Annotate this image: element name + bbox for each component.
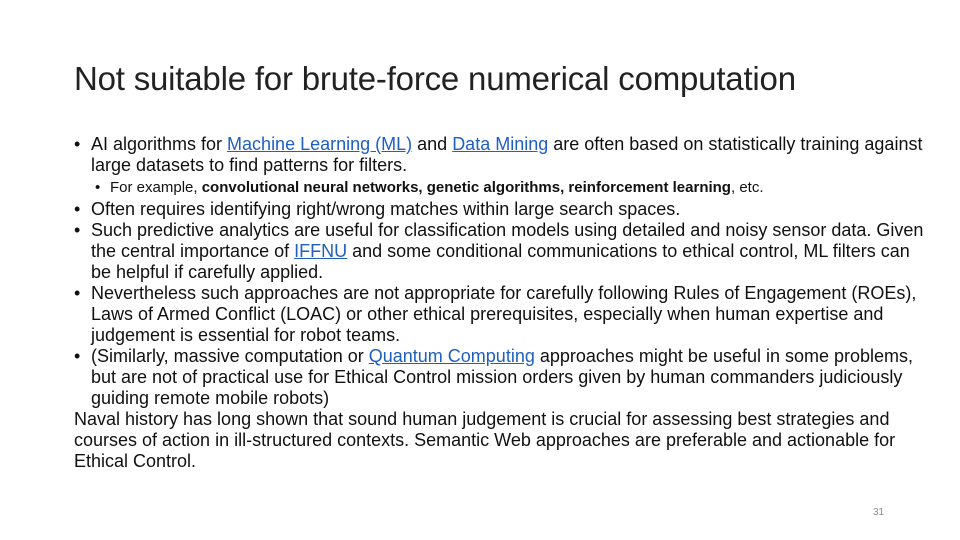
bullet-text-post: are often based on statistically training against large datasets to find patterns for filters. (91, 134, 923, 175)
bullet-marker: • (74, 346, 81, 366)
iffnu-link[interactable]: IFFNU (294, 241, 348, 261)
bullet-marker: • (74, 220, 81, 240)
bullet-ml-algorithms (74, 134, 924, 176)
page-number: 31 (873, 507, 885, 518)
bullet-text: Often requires identifying right/wrong matches within large search spaces. (91, 199, 681, 219)
bullet-text-pre: (Similarly, massive computation or (91, 346, 369, 366)
bullet-text-pre: AI algorithms for (91, 134, 228, 154)
bullet-nevertheless (74, 283, 924, 346)
sub-bullet-examples (74, 178, 924, 197)
bullet-quantum (74, 346, 924, 409)
bullet-marker: • (74, 134, 81, 154)
data-mining-link[interactable]: Data Mining (452, 134, 549, 154)
closing-paragraph: Naval history has long shown that sound human judgement is crucial for assessing best strategies and courses of action in ill-structured contexts. Semantic Web approaches are preferable and actionable for Ethical Control. (74, 409, 896, 471)
slide-title: Not suitable for brute-force numerical computation (74, 60, 796, 97)
sub-bullet-bold: convolutional neural networks, genetic algorithms, reinforcement learning (201, 179, 731, 196)
sub-bullet-post: , etc. (730, 179, 764, 196)
bullet-text-post: and some conditional communications to ethical control, ML filters can be helpful if carefully applied. (91, 241, 910, 282)
bullet-search-spaces (74, 199, 924, 220)
bullet-marker: • (74, 283, 81, 303)
bullet-text: Nevertheless such approaches are not appropriate for carefully following Rules of Engagement (ROEs), Laws of Armed Conflict (LOAC) or other ethical prerequisites, especially when human expertise and judgement is essential for robot teams. (91, 283, 917, 345)
sub-bullet-marker: • (95, 179, 101, 196)
bullet-text-post: approaches might be useful in some problems, but are not of practical use for Ethical Control mission orders given by human commanders judiciously guiding remote mobile robots) (91, 346, 914, 408)
bullet-text-pre: Such predictive analytics are useful for classification models using detailed and noisy sensor data. Given the central importance of (91, 220, 924, 261)
bullet-text-mid: and (412, 134, 453, 154)
slide-content (74, 134, 924, 472)
bullet-marker: • (74, 199, 81, 219)
machine-learning-link[interactable]: Machine Learning (ML) (227, 134, 413, 154)
bullet-predictive-analytics (74, 220, 924, 283)
quantum-computing-link[interactable]: Quantum Computing (368, 346, 535, 366)
sub-bullet-pre: For example, (110, 179, 202, 196)
